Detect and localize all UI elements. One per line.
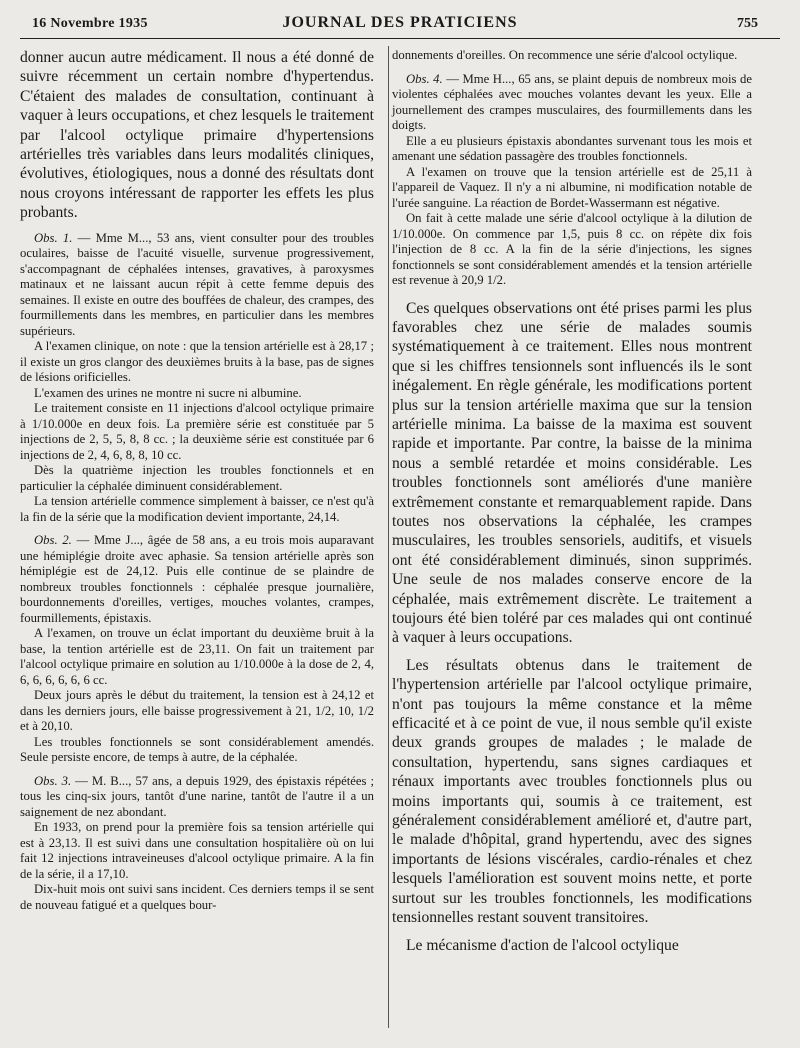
intro-paragraph: donner aucun autre médicament. Il nous a été donné de suivre récemment un certain nombre d'hypertendus. C'étaient des malades de consultation, continuant à vaquer à leurs occupations, et chez lesquels le traitement par l'alcool octylique primaire d'hypertensions artérielles très variables dans leurs modalités cliniques, évolutives, étiologiques, nous a donné des résultats dont nous croyons intéressant de rapporter les effets les plus probants. <box>20 49 374 222</box>
obs2-label: Obs. 2. <box>34 533 72 548</box>
obs2-text: — Mme J..., âgée de 58 ans, a eu trois mois auparavant une hémiplégie droite avec aphasie. Sa tension artérielle après son hémiplégie est de 24,12. Puis elle continue de se plaindre de nombreux troubles fonctionnels : céphalée presque journalière, bourdonnements d'oreilles, vertiges, mouches volantes, crampes, fourmillements, épistaxis. <box>20 533 374 625</box>
obs1-label: Obs. 1. <box>34 230 73 245</box>
journal-title: JOURNAL DES PRATICIENS <box>282 14 518 31</box>
issue-date: 16 Novembre 1935 <box>32 16 148 31</box>
discussion-paragraph-3: Le mécanisme d'action de l'alcool octylique <box>406 936 679 954</box>
obs3-paragraph <box>20 774 374 821</box>
obs4-label: Obs. 4. <box>406 71 443 86</box>
obs2-result: Les troubles fonctionnels se sont considérablement amendés. Seule persiste encore, de temps à autre, de la céphalée. <box>20 734 374 765</box>
obs1-urine: L'examen des urines ne montre ni sucre ni albumine. <box>34 385 302 400</box>
obs3-label: Obs. 3. <box>34 773 72 788</box>
obs1-effect: Dès la quatrième injection les troubles fonctionnels et en particulier la céphalée diminuent considérablement. <box>20 463 374 493</box>
page-number: 755 <box>737 16 758 31</box>
obs3-text: — M. B..., 57 ans, a depuis 1929, des épistaxis répétées ; tous les cinq-six jours, tantôt d'une narine, tantôt de l'autre il a un saignement de nez abondant. <box>20 773 374 819</box>
obs2-progress: Deux jours après le début du traitement, la tension est à 24,12 et dans les derniers jours, elle baisse progressivement à 21, 1/2, 10, 1/2 et à 20,10. <box>20 688 374 734</box>
obs3-continuation: donnements d'oreilles. On recommence une série d'alcool octylique. <box>392 48 738 62</box>
column-divider <box>388 46 389 1028</box>
left-column <box>20 48 374 913</box>
header-rule <box>20 38 780 39</box>
page-header <box>0 0 800 36</box>
discussion-paragraph-2: Les résultats obtenus dans le traitement de l'hypertension artérielle par l'alcool octylique primaire, n'ont pas toujours la même constance et la même efficacité et à ce point de vue, il nous semble qu'il existe deux grands groupes de malades ; le malade de consultation, hypertendu, sans signes cardiaques et rénaux importants avec troubles fonctionnels plus ou moins importants qui, soumis à ce traitement, est généralement considérablement amélioré et, d'autre part, le malade d'hôpital, grand hypertendu, avec des signes importants de lésions viscérales, cardio-rénales et chez lesquels l'amélioration est souvent moins nette, et porte surtout sur les troubles fonctionnels, les modifications tensionnelles restant souvent transitoires. <box>392 656 752 927</box>
obs2-paragraph <box>20 533 374 626</box>
obs1-text: — Mme M..., 53 ans, vient consulter pour des troubles oculaires, baisse de l'acuité visuelle, survenue progressivement, s'accompagnant de céphalées intenses, gravatives, à paroxysmes matinaux et ne laissant aucun répit à cette femme depuis des semaines. Il existe en outre des bouffées de chaleur, des crampes, des fourmillements dans les membres, en particulier dans les membres supérieurs. <box>20 230 374 338</box>
obs1-exam: A l'examen clinique, on note : que la tension artérielle est à 28,17 ; il existe un gros clangor des deuxièmes bruits à la base, pas de signes de lésions orificielles. <box>20 339 374 385</box>
right-column <box>392 48 752 955</box>
obs2-exam: A l'examen, on trouve un éclat important du deuxième bruit à la base, la tention artérielle est de 23,11. On fait un traitement par l'alcool octylique primaire en solution au 1/10.000e à la dose de 2, 4, 6, 6, 6, 6, 6, 6 cc. <box>20 626 374 687</box>
obs4-exam: A l'examen on trouve que la tension artérielle est de 25,11 à l'appareil de Vaquez. Il n'y a ni albumine, ni modification notable de l'urée sanguine. La réaction de Bordet-Wassermann est négative. <box>392 164 752 210</box>
discussion-paragraph-1: Ces quelques observations ont été prises parmi les plus favorables chez une série de malades soumis systématiquement à ce traitement. Elles nous montrent que si les chiffres tensionnels sont influencés ils le sont inégalement. En règle générale, les modifications portent plus sur la tension artérielle maxima que sur la tension artérielle minima. La baisse de la maxima est souvent rapide et importante. Par contre, la baisse de la minima nous a semblé retardée et moins considérable. Les troubles fonctionnels sont améliorés d'une manière extrêmement constante et remarquablement rapide. Dans toutes nos observations la céphalée, les crampes musculaires, les troubles sensoriels, auditifs, et visuels ont été considérablement diminués, sinon supprimés. Une seule de nos malades conserve encore de la céphalée, mais extrêmement discrète. Le traitement a toujours été bien toléré par ces malades qui ont continué à vaquer à leurs occupations. <box>392 299 752 647</box>
obs4-epistaxis: Elle a eu plusieurs épistaxis abondantes survenant tous les mois et amenant une sédation passagère des troubles fonctionnels. <box>392 133 752 163</box>
obs1-tension: La tension artérielle commence simplement à baisser, ce n'est qu'à la fin de la série que la modification devient importante, 24,14. <box>20 494 374 524</box>
obs4-treatment: On fait à cette malade une série d'alcool octylique à la dilution de 1/10.000e. On commence par 1,5, puis 8 cc. on répète dix fois l'injection de 8 cc. A la fin de la série d'injections, les signes fonctionnels se sont considérablement amendés et la tension artérielle est revenue à 20,9 1/2. <box>392 211 752 287</box>
obs3-history: En 1933, on prend pour la première fois sa tension artérielle qui est à 23,13. Il est suivi dans une consultation hospitalière où on lui fait 12 injections intraveineuses d'alcool octylique primaire. A la fin de la série, il a 17,10. <box>20 820 374 881</box>
obs1-paragraph <box>20 231 374 340</box>
obs1-treatment: Le traitement consiste en 11 injections d'alcool octylique primaire à 1/10.000e en deux fois. La première série est constituée par 5 injections de 2, 5, 5, 8, 8 cc. ; la deuxième série est constituée par 6 injections de 2, 4, 6, 8, 8, 10 cc. <box>20 401 374 462</box>
obs4-paragraph <box>392 72 752 134</box>
obs3-recent: Dix-huit mois ont suivi sans incident. Ces derniers temps il se sent de nouveau fatigué et a quelques bour- <box>20 882 374 912</box>
obs4-text: — Mme H..., 65 ans, se plaint depuis de nombreux mois de violentes céphalées avec mouches volantes devant les yeux. Elle a journellement des crampes musculaires, des fourmillements dans les doigts. <box>392 71 752 132</box>
